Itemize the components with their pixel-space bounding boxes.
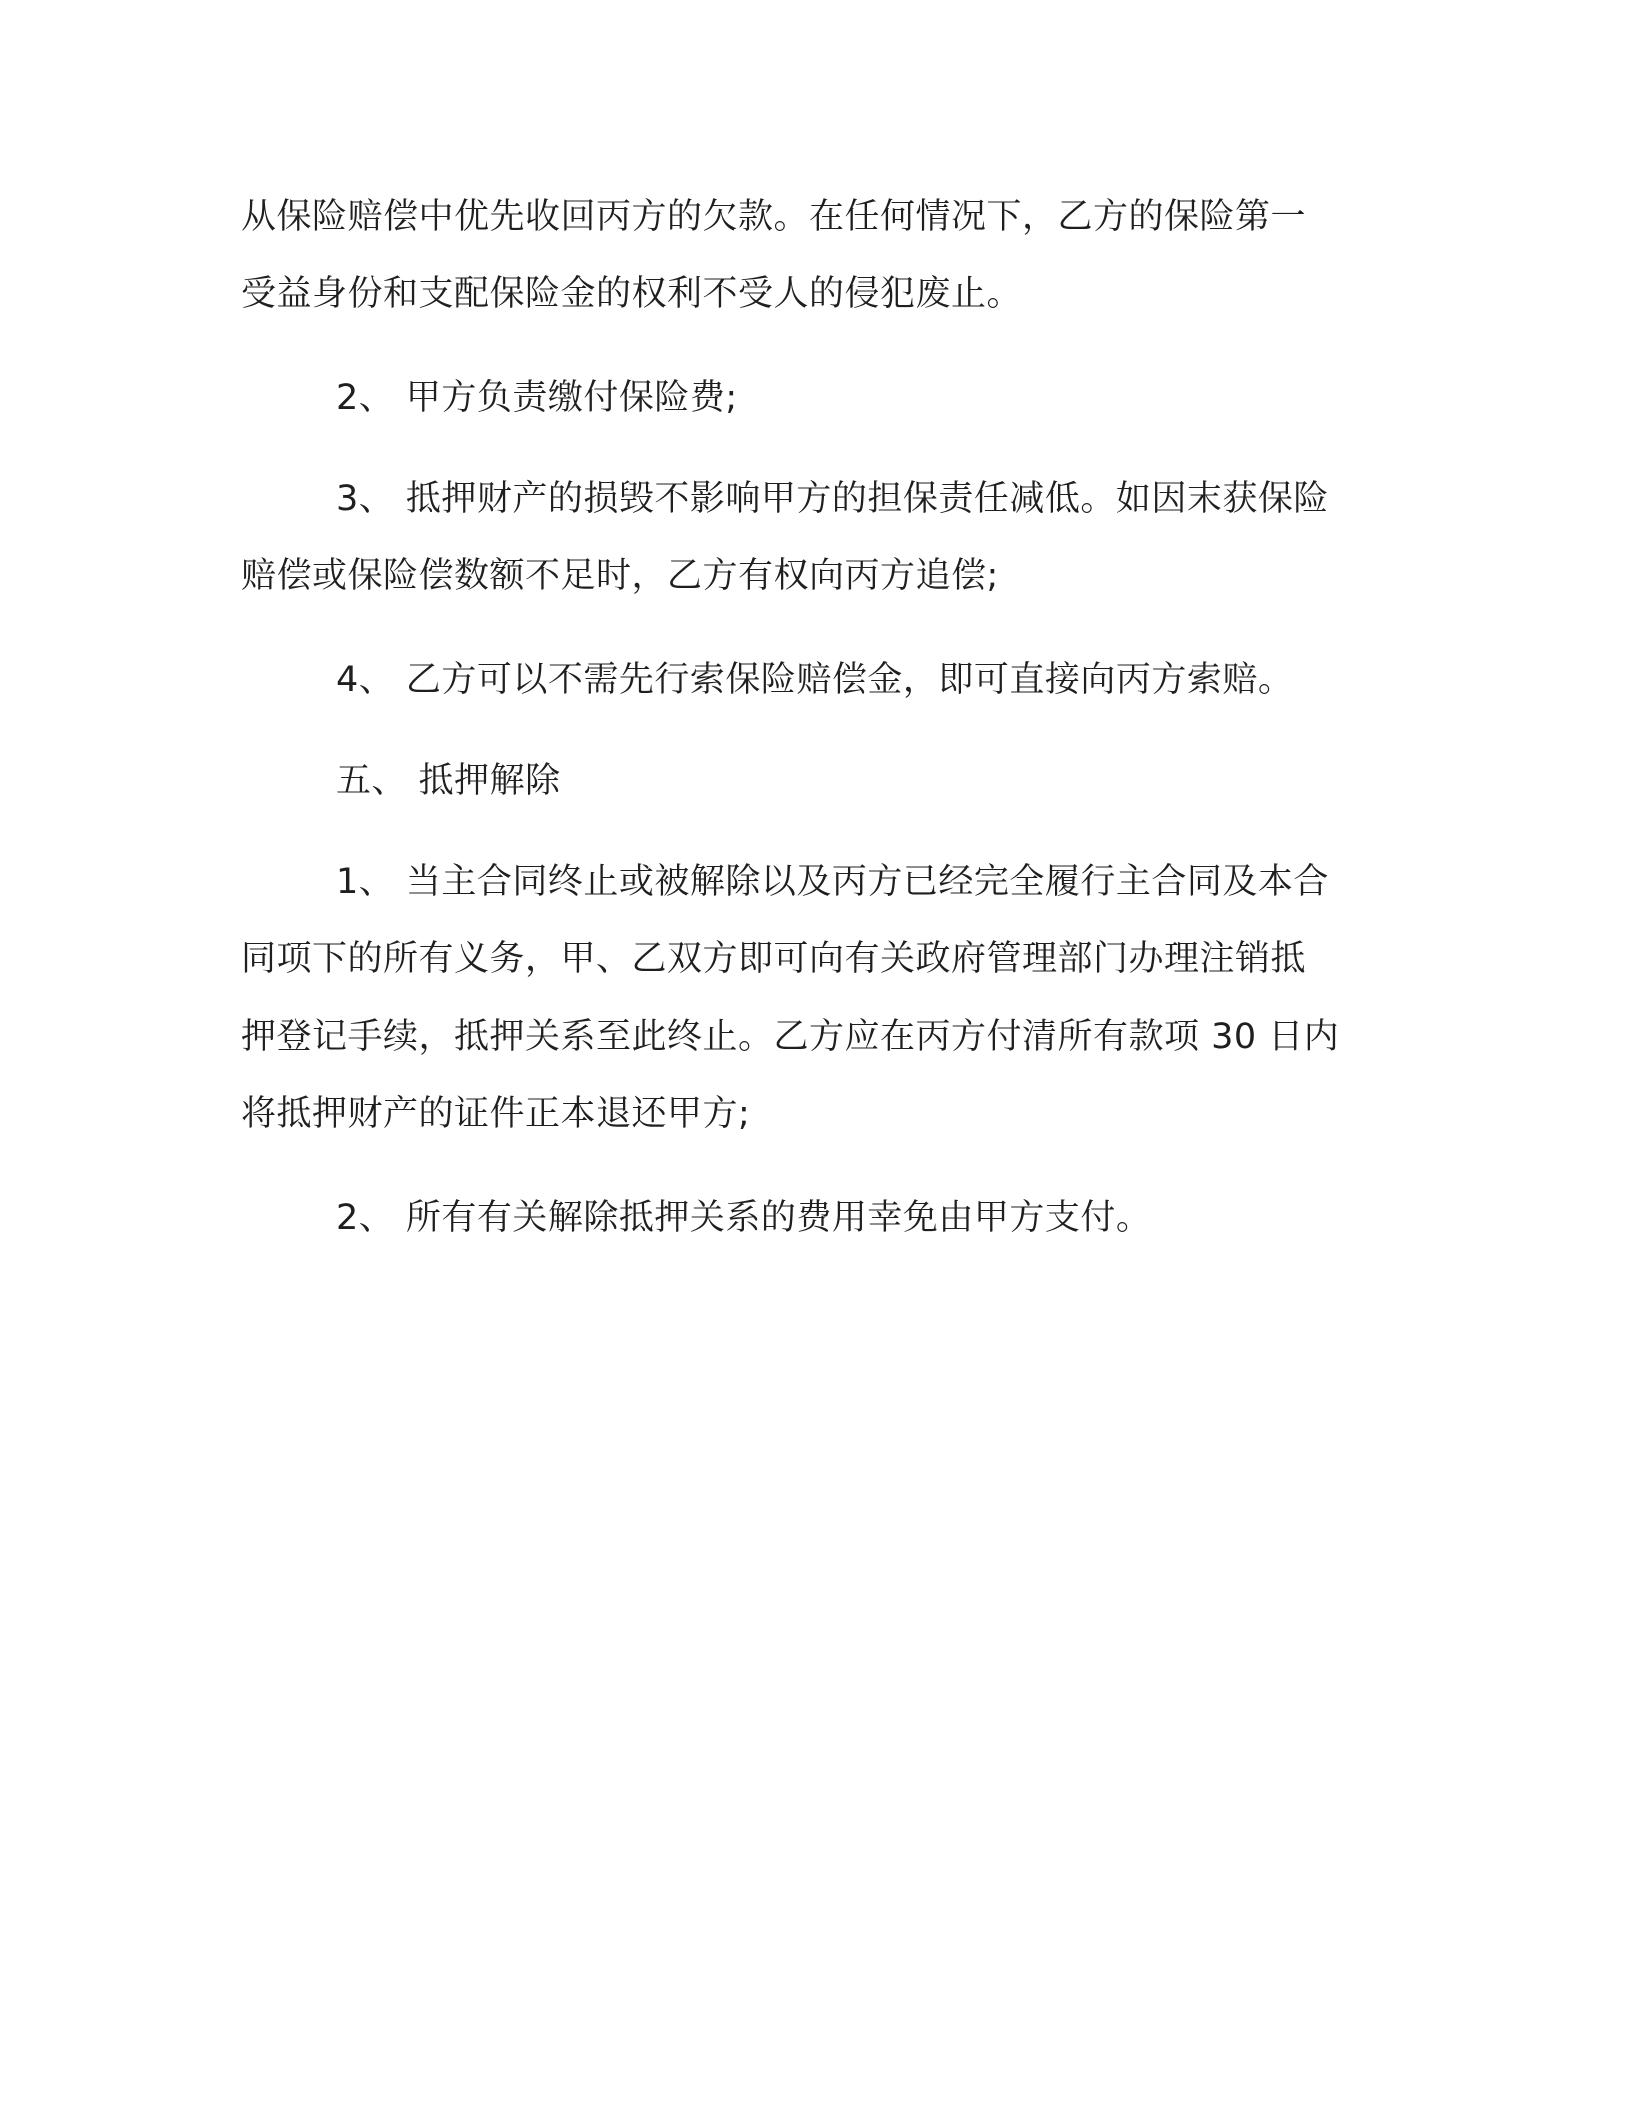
list-item: 4、 乙方可以不需先行索保险赔偿金，即可直接向丙方索赔。 [336,660,1294,700]
text-line: 将抵押财产的证件正本退还甲方; [241,1094,751,1134]
text-line: 押登记手续，抵押关系至此终止。乙方应在丙方付清所有款项 30 日内 [241,1017,1340,1057]
text-line: 赔偿或保险偿数额不足时，乙方有权向丙方追偿; [241,556,999,596]
section-heading: 五、 抵押解除 [336,761,561,801]
list-item: 3、 抵押财产的损毁不影响甲方的担保责任减低。如因末获保险 [336,479,1329,519]
text-line: 同项下的所有义务，甲、乙双方即可向有关政府管理部门办理注销抵 [241,939,1307,979]
list-item: 1、 当主合同终止或被解除以及丙方已经完全履行主合同及本合 [336,862,1329,902]
list-item: 2、 甲方负责缴付保险费; [336,378,738,418]
text-line: 受益身份和支配保险金的权利不受人的侵犯废止。 [241,274,1023,314]
list-item: 2、 所有有关解除抵押关系的费用幸免由甲方支付。 [336,1198,1152,1238]
text-line: 从保险赔偿中优先收回丙方的欠款。在任何情况下，乙方的保险第一 [241,197,1307,237]
